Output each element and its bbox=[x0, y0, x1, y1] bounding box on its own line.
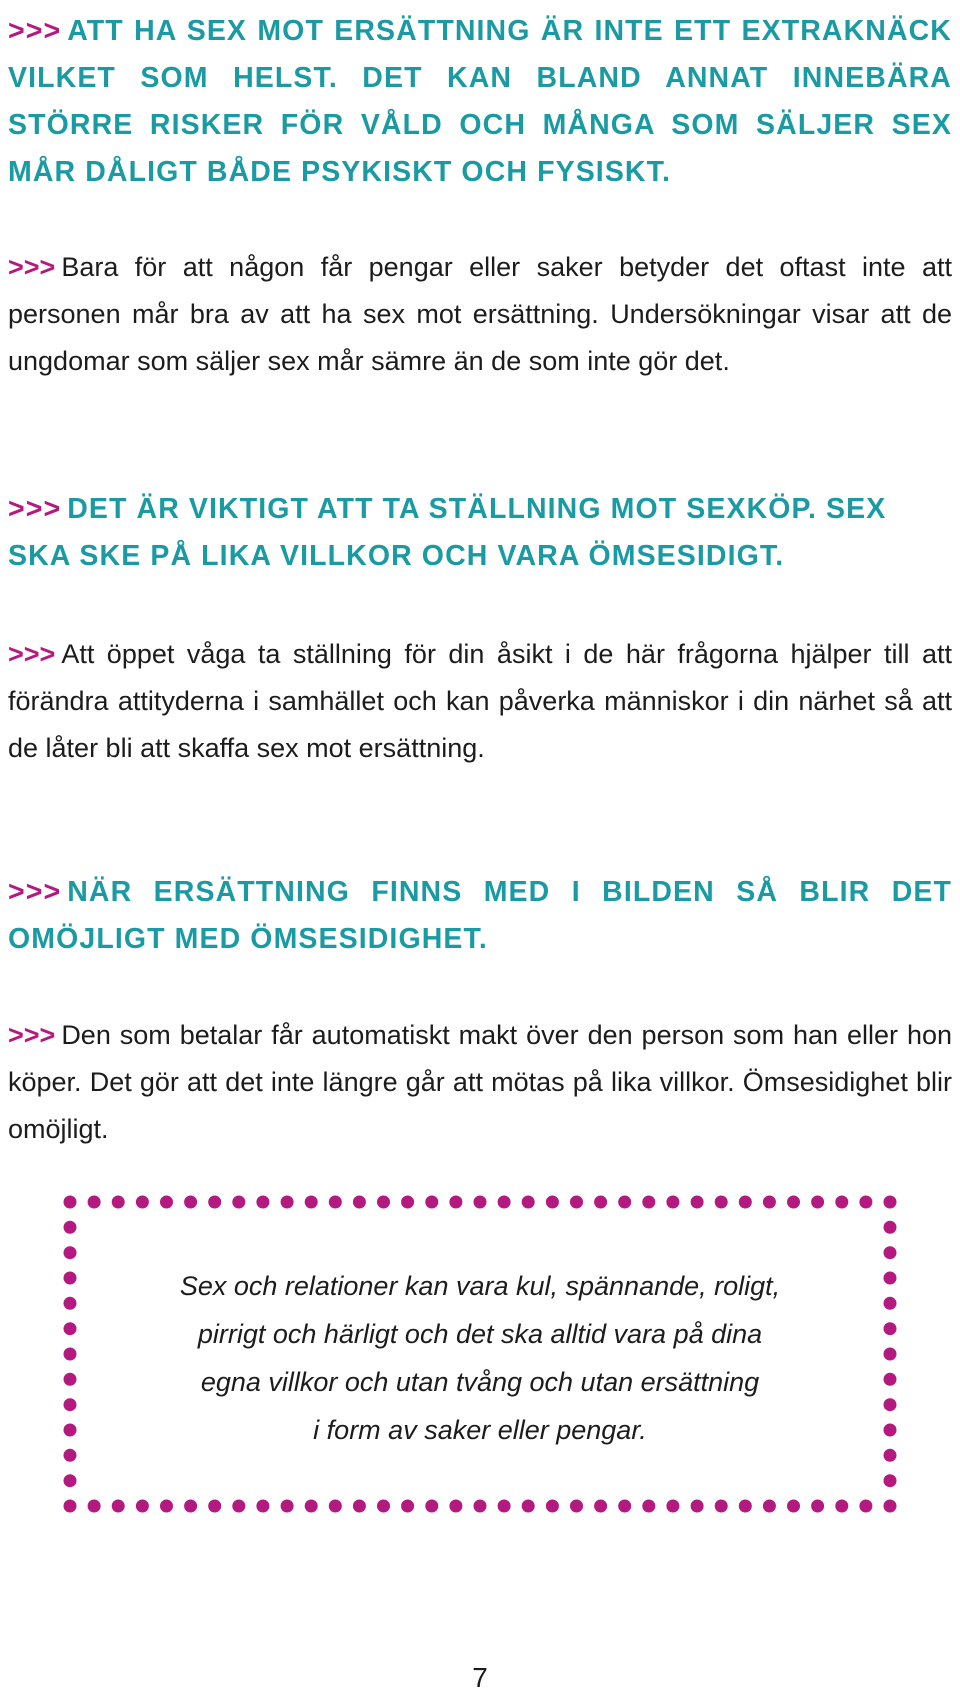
dotted-quote-box bbox=[62, 1194, 898, 1514]
border-dot bbox=[88, 1196, 101, 1209]
border-dot bbox=[256, 1500, 269, 1513]
border-dot bbox=[474, 1500, 487, 1513]
border-dot bbox=[739, 1500, 752, 1513]
border-dot bbox=[88, 1500, 101, 1513]
paragraph-text: Den som betalar får automatiskt makt över den person som han eller hon köper. Det gör att det inte längre går att mötas på lika villkor. Ömsesidighet blir omöjligt. bbox=[8, 1020, 952, 1144]
border-dot bbox=[787, 1500, 800, 1513]
border-dot bbox=[449, 1196, 462, 1209]
heading-section-1 bbox=[8, 8, 952, 196]
border-dot bbox=[64, 1297, 77, 1310]
border-dot bbox=[353, 1500, 366, 1513]
marker-arrow: >>> bbox=[8, 876, 62, 908]
quote-line: pirrigt och härligt och det ska alltid vara på dina bbox=[197, 1319, 763, 1349]
border-dot bbox=[425, 1196, 438, 1209]
marker-arrow: >>> bbox=[8, 252, 56, 282]
border-dot bbox=[811, 1196, 824, 1209]
border-dot bbox=[64, 1221, 77, 1234]
paragraph-section-2 bbox=[8, 244, 952, 385]
border-dot bbox=[739, 1196, 752, 1209]
quote-line: egna villkor och utan tvång och utan ersättning bbox=[200, 1367, 760, 1397]
border-dot bbox=[449, 1500, 462, 1513]
border-dot bbox=[715, 1196, 728, 1209]
border-dot bbox=[64, 1246, 77, 1259]
border-dot bbox=[160, 1500, 173, 1513]
border-dot bbox=[425, 1500, 438, 1513]
border-dot bbox=[498, 1196, 511, 1209]
border-dot bbox=[160, 1196, 173, 1209]
border-dot bbox=[884, 1246, 897, 1259]
border-dot bbox=[884, 1449, 897, 1462]
marker-arrow: >>> bbox=[8, 639, 56, 669]
border-dot bbox=[329, 1196, 342, 1209]
border-dot bbox=[835, 1500, 848, 1513]
border-dot bbox=[570, 1500, 583, 1513]
border-dot bbox=[377, 1500, 390, 1513]
border-dot bbox=[474, 1196, 487, 1209]
heading-text: NÄR ERSÄTTNING FINNS MED I BILDEN SÅ BLIR DET OMÖJLIGT MED ÖMSESIDIGHET. bbox=[8, 876, 952, 955]
border-dot bbox=[859, 1196, 872, 1209]
border-dot bbox=[377, 1196, 390, 1209]
border-dot bbox=[618, 1500, 631, 1513]
border-dot bbox=[232, 1500, 245, 1513]
border-dot bbox=[208, 1500, 221, 1513]
border-dot bbox=[715, 1500, 728, 1513]
border-dot bbox=[112, 1500, 125, 1513]
border-dot bbox=[594, 1196, 607, 1209]
border-dot bbox=[884, 1348, 897, 1361]
border-dot bbox=[64, 1449, 77, 1462]
border-dot bbox=[884, 1196, 897, 1209]
border-dot bbox=[329, 1500, 342, 1513]
quote-line: Sex och relationer kan vara kul, spännande, roligt, bbox=[179, 1271, 781, 1301]
border-dot bbox=[305, 1500, 318, 1513]
border-dot bbox=[281, 1500, 294, 1513]
border-dot bbox=[811, 1500, 824, 1513]
border-dot bbox=[353, 1196, 366, 1209]
paragraph-section-6 bbox=[8, 1012, 952, 1153]
border-dot bbox=[281, 1196, 294, 1209]
border-dot bbox=[835, 1196, 848, 1209]
quote-text bbox=[102, 1262, 858, 1454]
border-dot bbox=[112, 1196, 125, 1209]
border-dot bbox=[859, 1500, 872, 1513]
quote-line: i form av saker eller pengar. bbox=[313, 1415, 647, 1445]
border-dot bbox=[64, 1373, 77, 1386]
border-dot bbox=[64, 1322, 77, 1335]
border-dot bbox=[884, 1474, 897, 1487]
border-dot bbox=[570, 1196, 583, 1209]
border-dot bbox=[256, 1196, 269, 1209]
border-dot bbox=[884, 1398, 897, 1411]
border-dot bbox=[546, 1500, 559, 1513]
heading-text: DET ÄR VIKTIGT ATT TA STÄLLNING MOT SEXKÖP. SEX SKA SKE PÅ LIKA VILLKOR OCH VARA ÖMSESIDIGT. bbox=[8, 493, 887, 572]
border-dot bbox=[594, 1500, 607, 1513]
marker-arrow: >>> bbox=[8, 1020, 56, 1050]
border-dot bbox=[666, 1500, 679, 1513]
marker-arrow: >>> bbox=[8, 493, 62, 525]
border-dot bbox=[522, 1196, 535, 1209]
border-dot bbox=[64, 1272, 77, 1285]
border-dot bbox=[884, 1373, 897, 1386]
border-dot bbox=[691, 1500, 704, 1513]
border-dot bbox=[618, 1196, 631, 1209]
marker-arrow: >>> bbox=[8, 15, 62, 47]
border-dot bbox=[136, 1500, 149, 1513]
border-dot bbox=[763, 1500, 776, 1513]
border-dot bbox=[498, 1500, 511, 1513]
border-dot bbox=[884, 1297, 897, 1310]
border-dot bbox=[884, 1500, 897, 1513]
border-dot bbox=[232, 1196, 245, 1209]
border-dot bbox=[884, 1221, 897, 1234]
border-dot bbox=[305, 1196, 318, 1209]
border-dot bbox=[184, 1196, 197, 1209]
paragraph-text: Bara för att någon får pengar eller saker betyder det oftast inte att personen mår bra av att ha sex mot ersättning. Undersökningar visar att de ungdomar som säljer sex mår sämre än de som inte gör det. bbox=[8, 252, 952, 376]
border-dot bbox=[642, 1196, 655, 1209]
border-dot bbox=[64, 1196, 77, 1209]
border-dot bbox=[522, 1500, 535, 1513]
border-dot bbox=[787, 1196, 800, 1209]
border-dot bbox=[884, 1272, 897, 1285]
border-dot bbox=[884, 1424, 897, 1437]
paragraph-section-4 bbox=[8, 631, 952, 772]
border-dot bbox=[64, 1348, 77, 1361]
heading-section-3 bbox=[8, 486, 952, 580]
border-dot bbox=[401, 1500, 414, 1513]
border-dot bbox=[691, 1196, 704, 1209]
heading-section-5 bbox=[8, 869, 952, 963]
border-dot bbox=[64, 1424, 77, 1437]
border-dot bbox=[763, 1196, 776, 1209]
border-dot bbox=[64, 1474, 77, 1487]
border-dot bbox=[64, 1398, 77, 1411]
border-dot bbox=[64, 1500, 77, 1513]
border-dot bbox=[184, 1500, 197, 1513]
border-dot bbox=[401, 1196, 414, 1209]
border-dot bbox=[136, 1196, 149, 1209]
page-number: 7 bbox=[472, 1662, 488, 1693]
border-dot bbox=[642, 1500, 655, 1513]
paragraph-text: Att öppet våga ta ställning för din åsikt i de här frågorna hjälper till att förändra attityderna i samhället och kan påverka människor i din närhet så att de låter bli att skaffa sex mot ersättning. bbox=[8, 639, 952, 763]
border-dot bbox=[884, 1322, 897, 1335]
heading-text: ATT HA SEX MOT ERSÄTTNING ÄR INTE ETT EXTRAKNÄCK VILKET SOM HELST. DET KAN BLAND ANNAT INNEBÄRA STÖRRE RISKER FÖR VÅLD OCH MÅNGA SOM SÄLJER SEX MÅR DÅLIGT BÅDE PSYKISKT OCH FYSISKT. bbox=[8, 15, 952, 188]
border-dot bbox=[208, 1196, 221, 1209]
border-dot bbox=[546, 1196, 559, 1209]
border-dot bbox=[666, 1196, 679, 1209]
